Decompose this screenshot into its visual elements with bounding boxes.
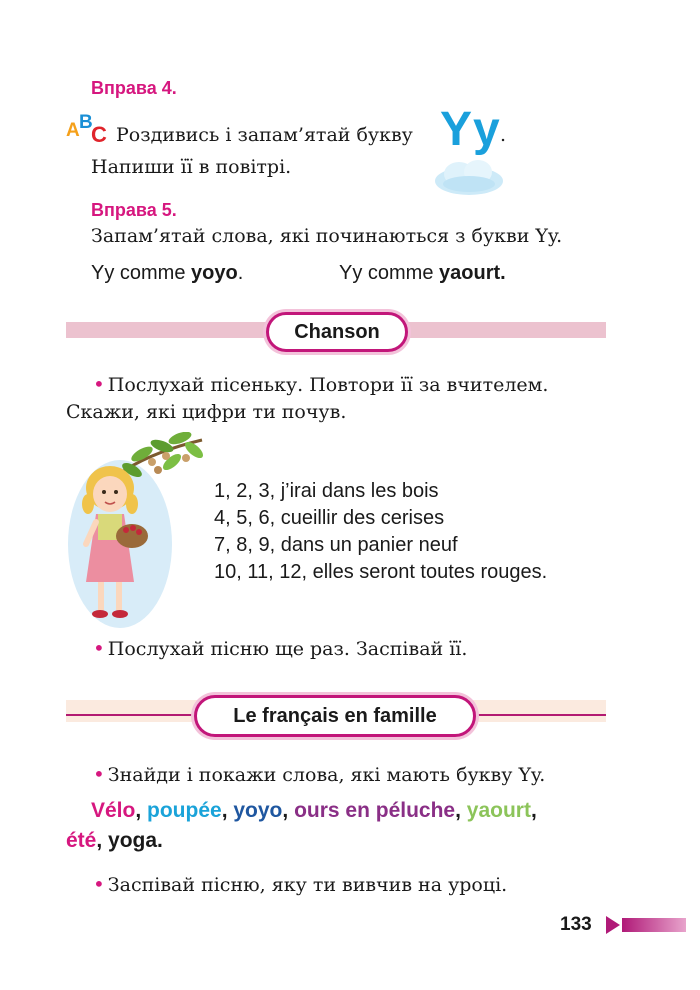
word-token: ,: [135, 799, 148, 822]
word-token: ,: [221, 799, 234, 822]
famille-line-2-text: Заспівай пісню, яку ти вивчив на уроці.: [107, 874, 508, 896]
word-token: ,: [96, 829, 109, 852]
example-yoyo: [91, 262, 243, 285]
famille-title-pill: Le français en famille: [194, 695, 476, 737]
page-number-arrow-icon: [606, 914, 686, 936]
chanson-line-3: [93, 636, 467, 660]
bullet-icon: •: [93, 762, 105, 786]
chanson-line-3-text: Послухай пісню ще раз. Заспівай її.: [107, 638, 468, 660]
word-token: yoyo: [233, 799, 283, 822]
exercise-4-period: .: [500, 124, 507, 146]
words-row-1: [91, 799, 537, 823]
word-token: été: [66, 829, 97, 852]
lyrics-line: 1, 2, 3, j’irai dans les bois: [214, 480, 439, 502]
word-token: yaourt: [466, 799, 531, 822]
big-letter-yy: Yy: [440, 103, 501, 156]
word-token: ,: [282, 799, 295, 822]
abc-icon: [66, 112, 112, 148]
word-token: poupée: [147, 799, 222, 822]
word-token: ours en péluche: [294, 799, 456, 822]
lyrics-block: [214, 478, 547, 586]
word-token: ,: [530, 799, 537, 822]
abc-letter-c: C: [91, 122, 107, 147]
lyrics-line: 10, 11, 12, elles seront toutes rouges.: [214, 561, 548, 583]
bullet-icon: •: [93, 636, 105, 660]
page-number: 133: [560, 914, 592, 935]
chanson-line-2: Скажи, які цифри ти почув.: [66, 401, 347, 423]
famille-line-2: [93, 872, 507, 896]
word-token: ,: [455, 799, 467, 822]
example-yaourt: [339, 262, 506, 285]
exercise-5-line-1: Запам’ятай слова, які починаються з букви Yy.: [91, 225, 563, 247]
example-yoyo-prefix: Yy comme: [91, 262, 192, 284]
exercise-4-line-1: Роздивись і запам’ятай букву: [116, 124, 413, 146]
example-yoyo-word: yoyo: [191, 262, 238, 284]
chanson-line-1-text: Послухай пісеньку. Повтори її за вчителем.: [107, 374, 549, 396]
words-row-2: [66, 829, 163, 853]
word-token: yoga: [108, 829, 158, 852]
girl-with-cherry-branch-illustration: [62, 432, 208, 632]
abc-letter-a: A: [66, 120, 80, 141]
exercise-4-line-2: Напиши її в повітрі.: [91, 156, 292, 178]
word-token: .: [157, 829, 163, 852]
abc-letter-b: B: [79, 112, 93, 133]
cloud-icon: [432, 156, 506, 198]
bullet-icon: •: [93, 372, 105, 396]
example-yaourt-word: yaourt.: [439, 262, 506, 284]
famille-line-1-text: Знайди і покажи слова, які мають букву Yy.: [107, 764, 546, 786]
chanson-title-pill: Chanson: [266, 312, 408, 352]
word-token: Vélo: [91, 799, 136, 822]
example-yaourt-prefix: Yy comme: [339, 262, 440, 284]
exercise-5-heading: Вправа 5.: [91, 200, 177, 220]
exercise-4-heading: Вправа 4.: [91, 78, 177, 98]
chanson-line-1: [93, 372, 548, 396]
bullet-icon: •: [93, 872, 105, 896]
lyrics-line: 7, 8, 9, dans un panier neuf: [214, 534, 458, 556]
lyrics-line: 4, 5, 6, cueillir des cerises: [214, 507, 445, 529]
famille-line-1: [93, 762, 545, 786]
example-yoyo-suffix: .: [237, 262, 244, 284]
